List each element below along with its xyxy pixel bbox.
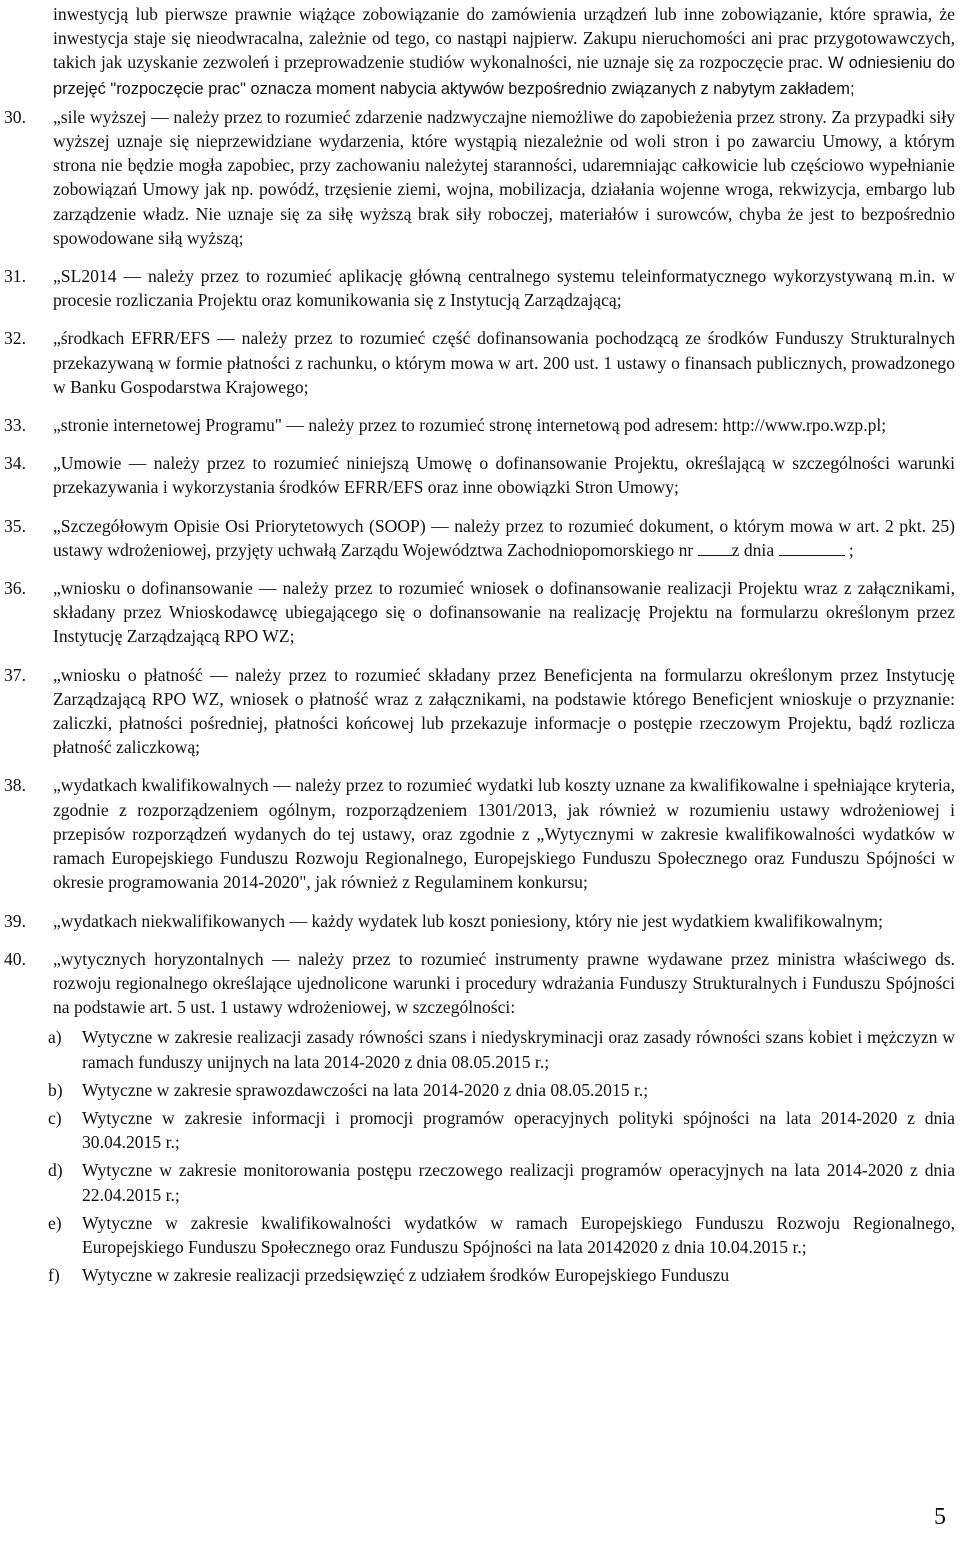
blank-number-line — [698, 538, 732, 556]
definition-text: „stronie internetowej Programu" — należy przez to rozumieć stronę internetową pod adresem: http://www.rpo.wzp.pl; — [53, 415, 887, 436]
item-number: 38. — [4, 775, 26, 796]
definition-item-30 — [4, 105, 955, 250]
sublist-text: Wytyczne w zakresie realizacji przedsięwzięć z udziałem środków Europejskiego Funduszu — [82, 1265, 730, 1286]
definition-text: „wytycznych horyzontalnych — należy przez to rozumieć instrumenty prawne wydawane przez ministra właściwego ds. rozwoju regionalnego określające ujednolicone warunki i procedury wdrażania Funduszy Strukturalnych i Funduszu Spójności na podstawie art. 5 ust. 1 ustawy wdrożeniowej, w szczególności: — [53, 948, 955, 1018]
item-number: 33. — [4, 415, 26, 436]
item-number: 39. — [4, 910, 26, 931]
continued-paragraph-text-2: W odniesieniu do przejęć "rozpoczęcie prac" oznacza moment nabycia aktywów bezpośrednio związanych z nabytym zakładem; — [53, 54, 955, 98]
definition-item-32 — [4, 326, 955, 399]
definition-text-date-label: z dnia — [731, 539, 779, 560]
sublist-letter: e) — [48, 1212, 62, 1233]
definition-item-35 — [4, 514, 955, 562]
definition-text-end: ; — [844, 539, 854, 560]
item-number: 35. — [4, 515, 26, 536]
definition-item-39 — [4, 909, 955, 933]
definition-item-38 — [4, 773, 955, 894]
page-number: 5 — [934, 1504, 946, 1530]
definition-item-31 — [4, 264, 955, 312]
definition-text: „wniosku o dofinansowanie — należy przez to rozumieć wniosek o dofinansowanie realizacji Projektu wraz z załącznikami, składany przez Wnioskodawcę ubiegającego się o dofinansowanie na realizację Projektu na formularzu określonym przez Instytucję Zarządzającą RPO WZ; — [53, 578, 955, 647]
sublist-text: Wytyczne w zakresie realizacji zasady równości szans i niedyskryminacji oraz zasady równości szans kobiet i mężczyzn w ramach funduszy unijnych na lata 2014-2020 z dnia 08.05.2015 r.; — [82, 1027, 955, 1072]
sublist-item-c — [50, 1106, 955, 1154]
definition-item-40 — [4, 947, 955, 1020]
item-number: 34. — [4, 453, 26, 474]
item-number: 36. — [4, 578, 26, 599]
definition-text: „Szczegółowym Opisie Osi Priorytetowych (SOOP) — należy przez to rozumieć dokument, o którym mowa w art. 2 pkt. 25) ustawy wdrożeniowej, przyjęty uchwałą Zarządu Województwa Zachodniopomorskiego nr — [53, 515, 955, 560]
sublist-letter: c) — [48, 1107, 62, 1128]
sublist-item-d — [50, 1158, 955, 1206]
definition-text: „Umowie — należy przez to rozumieć niniejszą Umowę o dofinansowanie Projektu, określającą w szczególności warunki przekazywania i wykorzystania środków EFRR/EFS oraz inne obowiązki Stron Umowy; — [53, 453, 955, 498]
definition-text: „wydatkach kwalifikowalnych — należy przez to rozumieć wydatki lub koszty uznane za kwalifikowalne i spełniające kryteria, zgodnie z rozporządzeniem ogólnym, rozporządzeniem 1301/2013, jak również w rozumieniu ustawy wdrożeniowej i przepisów rozporządzeń wydanych do tej ustawy, oraz zgodnie z „Wytycznymi w zakresie kwalifikowalności wydatków w ramach Europejskiego Funduszu Rozwoju Regionalnego, Europejskiego Funduszu Społecznego oraz Funduszu Spójności w okresie programowania 2014-2020", jak również z Regulaminem konkursu; — [53, 775, 955, 893]
sublist-text: Wytyczne w zakresie sprawozdawczości na lata 2014-2020 z dnia 08.05.2015 r.; — [82, 1079, 649, 1100]
blank-date-line — [779, 538, 845, 556]
item-number: 30. — [4, 106, 26, 127]
sublist-item-f — [50, 1263, 955, 1287]
page-content — [4, 2, 955, 1291]
sublist-text: Wytyczne w zakresie monitorowania postępu rzeczowego realizacji programów operacyjnych na lata 2014-2020 z dnia 22.04.2015 r.; — [82, 1160, 955, 1205]
definition-item-33 — [4, 413, 955, 437]
item-number: 32. — [4, 328, 26, 349]
definition-item-34 — [4, 451, 955, 499]
continued-paragraph — [53, 2, 955, 101]
sublist-item-b — [50, 1078, 955, 1102]
definition-text: „sile wyższej — należy przez to rozumieć zdarzenie nadzwyczajne niemożliwe do zapobieżenia przez strony. — [53, 106, 827, 127]
sublist-letter: f) — [48, 1265, 60, 1286]
sublist-letter: a) — [48, 1027, 62, 1048]
sublist-text: Wytyczne w zakresie informacji i promocji programów operacyjnych polityki spójności na lata 2014-2020 z dnia 30.04.2015 r.; — [82, 1107, 955, 1153]
item-number: 31. — [4, 266, 26, 287]
definition-text: „środkach EFRR/EFS — należy przez to rozumieć część dofinansowania pochodzącą ze środków Funduszy Strukturalnych przekazywaną w formie płatności z rachunku, o którym mowa w art. 200 ust. 1 ustawy o finansach publicznych, prowadzonego w Banku Gospodarstwa Krajowego; — [53, 328, 955, 397]
sublist-item-a — [50, 1025, 955, 1073]
sublist-text: Wytyczne w zakresie kwalifikowalności wydatków w ramach Europejskiego Funduszu Rozwoju Regionalnego, Europejskiego Funduszu Społecznego oraz Funduszu Spójności na lata 20142020 z dnia 10.04.2015 r.; — [82, 1212, 955, 1257]
definition-text-continued: Za przypadki siły wyższej uznaje się nieprzewidziane wydarzenia, które wystąpią niezależnie od woli stron i po zawarciu Umowy, a którym strona nie będzie mogła zapobiec, przy zachowaniu należytej staranności, udaremniając całkowicie lub częściowo wypełnianie zobowiązań Umowy jak np. powódź, trzęsienie ziemi, wojna, mobilizacja, działania wojenne wroga, rekwizycja, embargo lub zarządzenie władz. Nie uznaje się za siłę wyższą brak siły roboczej, materiałów i surowców, chyba że jest to bezpośrednio spowodowane siłą wyższą; — [53, 106, 955, 248]
guidelines-sublist — [4, 1025, 955, 1287]
definition-text: „SL2014 — należy przez to rozumieć aplikację główną centralnego systemu teleinformatycznego wykorzystywaną m.in. w procesie rozliczania Projektu oraz komunikowania się z Instytucją Zarządzającą; — [53, 266, 955, 311]
sublist-letter: b) — [48, 1079, 63, 1100]
item-number: 37. — [4, 664, 26, 685]
definition-text: „wydatkach niekwalifikowanych — każdy wydatek lub koszt poniesiony, który nie jest wydatkiem kwalifikowalnym; — [53, 910, 883, 931]
definition-text: „wniosku o płatność — należy przez to rozumieć składany przez Beneficjenta na formularzu określonym przez Instytucję Zarządzającą RPO WZ, wniosek o płatność wraz z załącznikami, na podstawie którego Beneficjent wnioskuje o przyznanie: zaliczki, płatności pośredniej, płatności końcowej lub przekazuje informacje o postępie rzeczowym Projektu, bądź rozlicza płatność zaliczkową; — [53, 664, 955, 758]
sublist-item-e — [50, 1211, 955, 1259]
definition-item-37 — [4, 663, 955, 760]
sublist-letter: d) — [48, 1160, 63, 1181]
continued-paragraph-text: inwestycją lub pierwsze prawnie wiążące zobowiązanie do zamówienia urządzeń lub inne zobowiązanie, które sprawia, że inwestycja staje się nieodwracalna, zależnie od tego, co nastąpi najpierw. Zakupu nieruchomości ani prac przygotowawczych, takich jak uzyskanie zezwoleń i przeprowadzenie studiów wykonalności, nie uznaje się za rozpoczęcie prac. — [53, 4, 955, 73]
definition-item-36 — [4, 576, 955, 649]
item-number: 40. — [4, 948, 26, 969]
